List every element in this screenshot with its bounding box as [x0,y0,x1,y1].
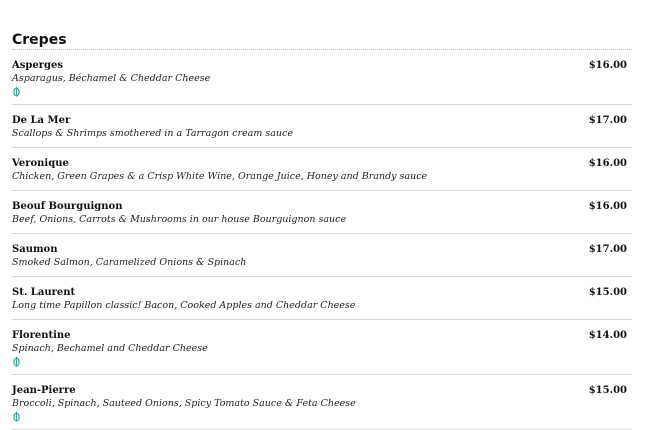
item-description: Beef, Onions, Carrots & Mushrooms in our house Bourguignon sauce [12,214,347,225]
item-price: $15.00 [588,385,627,396]
item-description: Spinach, Bechamel and Cheddar Cheese [12,343,208,354]
item-description: Asparagus, Béchamel & Cheddar Cheese [12,73,211,84]
item-description: Scallops & Shrimps smothered in a Tarragon cream sauce [12,128,293,139]
menu-item-veronique [12,148,632,191]
item-price: $15.00 [588,287,627,298]
menu-item-de-la-mer [12,105,632,148]
item-price: $16.00 [588,158,627,169]
menu-item-beouf-bourguignon [12,191,632,234]
item-name: St. Laurent [12,287,76,298]
menu-item-jean-pierre [12,375,632,430]
item-price: $17.00 [588,115,627,126]
item-name: Asperges [12,60,63,71]
item-description: Smoked Salmon, Caramelized Onions & Spinach [12,257,247,268]
menu-section [12,0,632,430]
item-price: $16.00 [588,201,627,212]
item-name: Saumon [12,244,58,255]
section-title: Crepes [12,32,632,50]
item-description: Long time Papillon classic! Bacon, Cooked Apples and Cheddar Cheese [12,300,356,311]
menu-item-st-laurent [12,277,632,320]
leaf-icon [13,411,20,422]
item-price: $17.00 [588,244,627,255]
leaf-icon [13,356,20,367]
item-description: Chicken, Green Grapes & a Crisp White Wine, Orange Juice, Honey and Brandy sauce [12,171,428,182]
item-price: $16.00 [588,60,627,71]
item-name: Florentine [12,330,71,341]
item-name: Jean-Pierre [12,385,76,396]
menu-item-asperges [12,50,632,105]
item-price: $14.00 [588,330,627,341]
leaf-icon [13,86,20,97]
item-name: De La Mer [12,115,71,126]
item-description: Broccoli, Spinach, Sauteed Onions, Spicy Tomato Sauce & Feta Cheese [12,398,356,409]
menu-item-saumon [12,234,632,277]
item-name: Beouf Bourguignon [12,201,123,212]
menu-item-florentine [12,320,632,375]
item-name: Veronique [12,158,69,169]
